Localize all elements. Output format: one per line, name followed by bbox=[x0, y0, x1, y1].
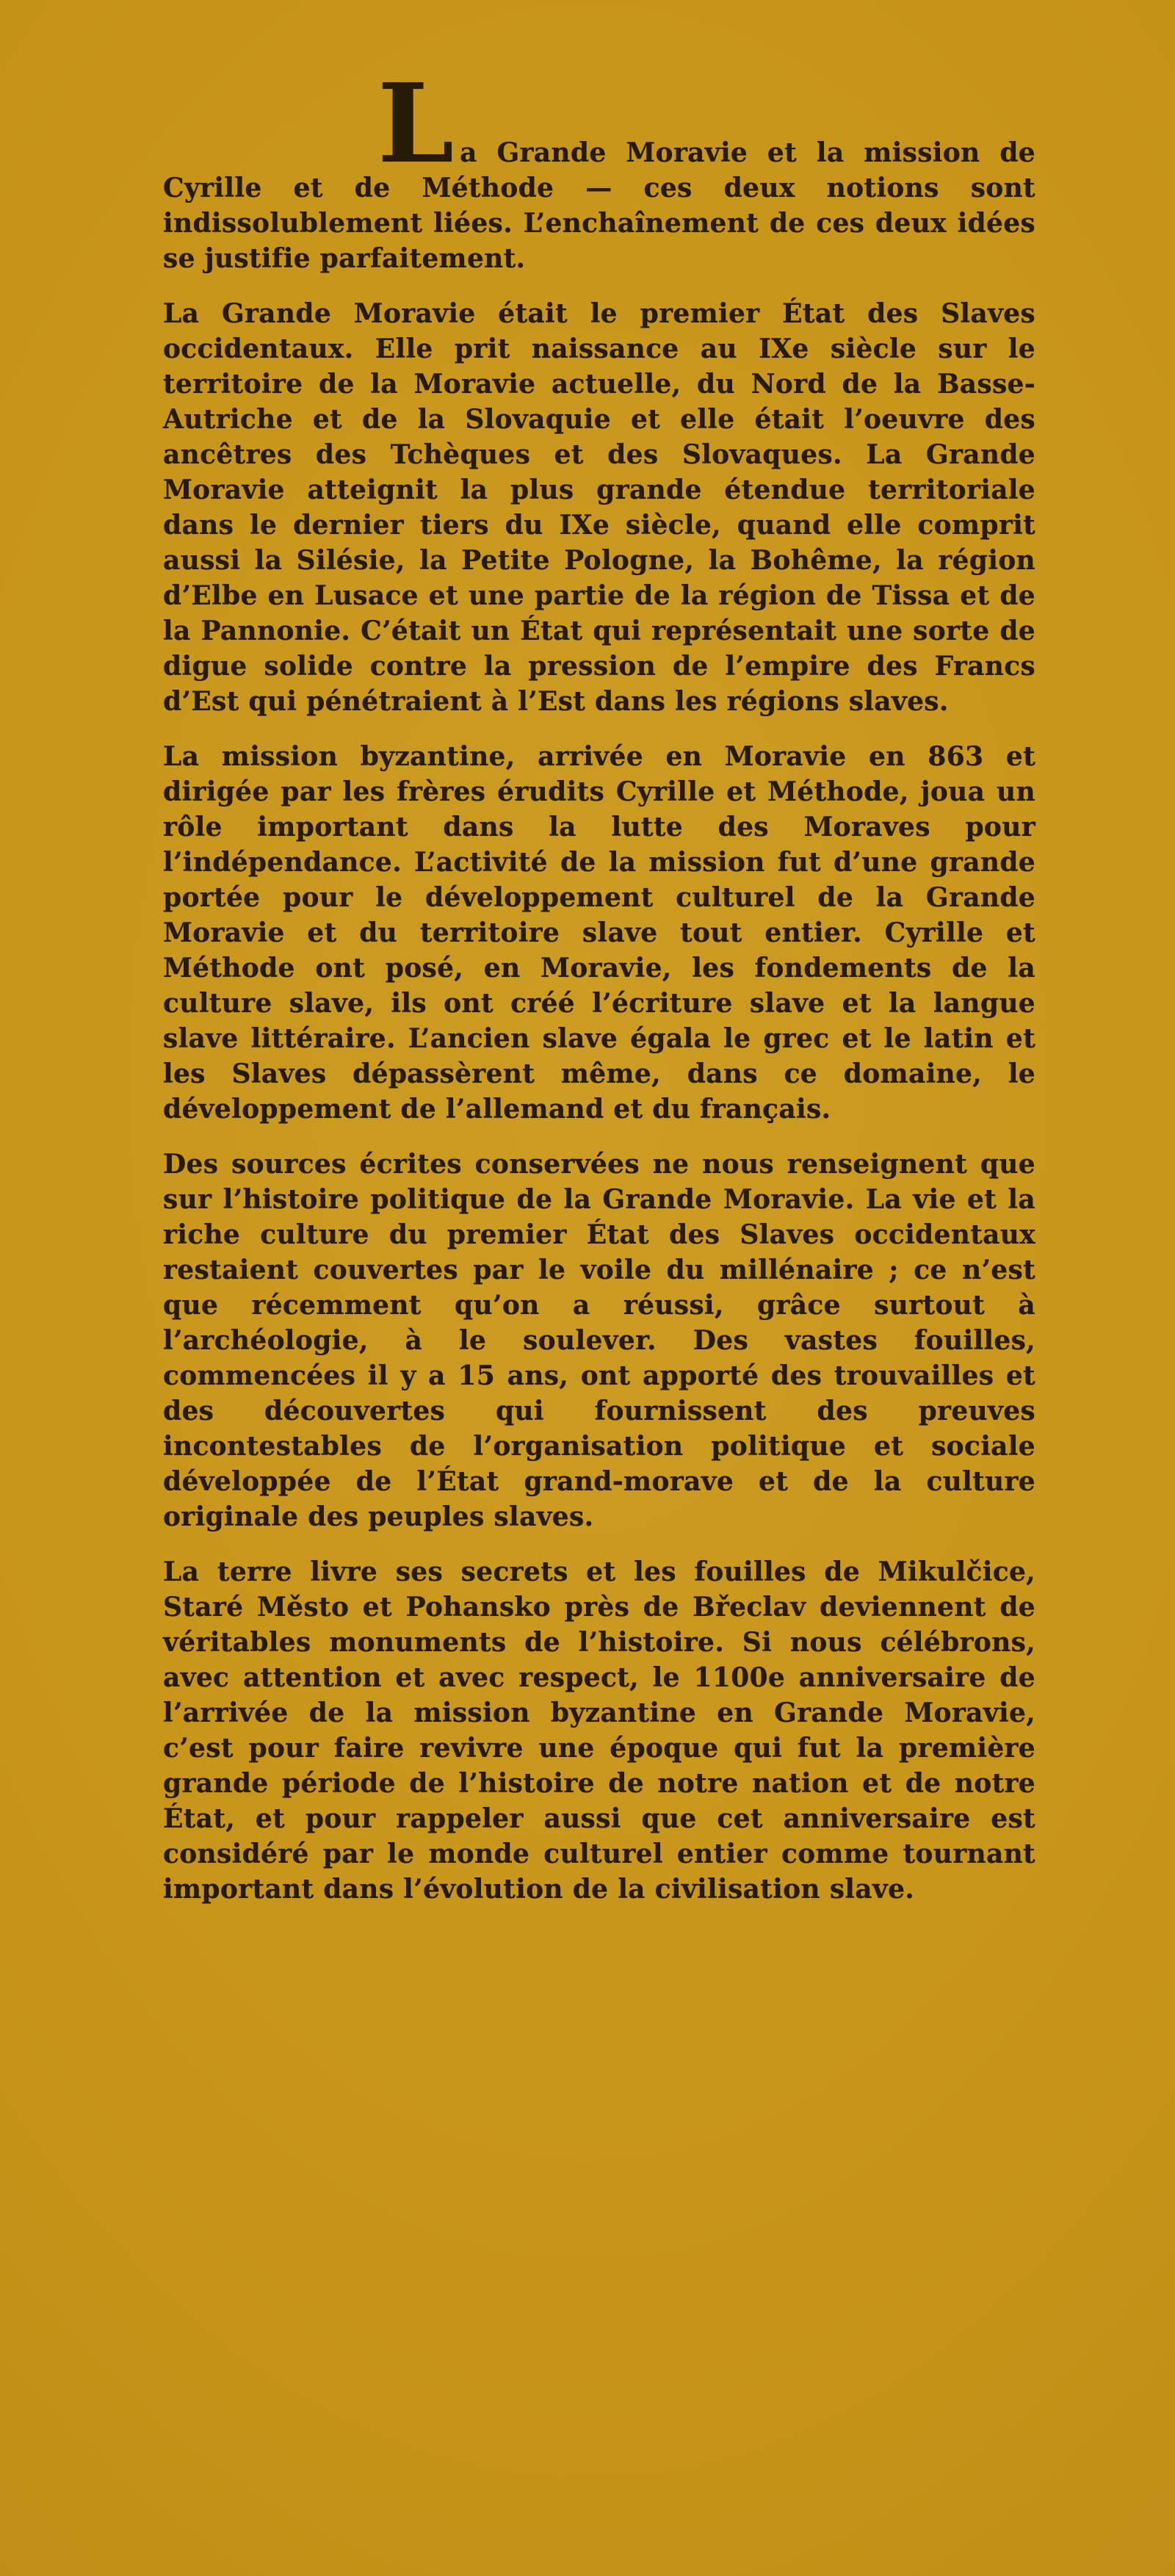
dropcap-letter: L bbox=[377, 59, 455, 187]
paragraph: La Grande Moravie était le premier État des Slaves occidentaux. Elle prit naissance au IXe siècle sur le territoire de la Moravie actuelle, du Nord de la Basse-Autriche et de la Slovaquie et elle était l’oeuvre des ancêtres des Tchèques et des Slovaques. La Grande Moravie atteignit la plus grande étendue territoriale dans le dernier tiers du IXe siècle, quand elle comprit aussi la Silésie, la Petite Pologne, la Bohême, la région d’Elbe en Lusace et une partie de la région de Tissa et de la Pannonie. C’était un État qui représentait une sorte de digue solide contre la pression de l’empire des Francs d’Est qui pénétraient à l’Est dans les régions slaves. bbox=[163, 298, 1035, 717]
paragraph-text: a Grande Moravie et la mission de Cyrille et de Méthode — ces deux notions sont indissolublement liées. L’enchaînement de ces deux idées se justifie parfaitement. bbox=[163, 137, 1035, 274]
paragraph: La terre livre ses secrets et les fouilles de Mikulčice, Staré Město et Pohansko près de Břeclav deviennent de véritables monuments de l’histoire. Si nous célébrons, avec attention et avec respect, le 1100e anniversaire de l’arrivée de la mission byzantine en Grande Moravie, c’est pour faire revivre une époque qui fut la première grande période de l’histoire de notre nation et de notre État, et pour rappeler aussi que cet anniversaire est considéré par le monde culturel entier comme tournant important dans l’évolution de la civilisation slave. bbox=[163, 1556, 1035, 1905]
paragraph: La mission byzantine, arrivée en Moravie en 863 et dirigée par les frères érudits Cyrille et Méthode, joua un rôle important dans la lutte des Moraves pour l’indépendance. L’activité de la mission fut d’une grande portée pour le développement culturel de la Grande Moravie et du territoire slave tout entier. Cyrille et Méthode ont posé, en Moravie, les fondements de la culture slave, ils ont créé l’écriture slave et la langue slave littéraire. L’ancien slave égala le grec et le latin et les Slaves dépassèrent même, dans ce domaine, le développement de l’allemand et du français. bbox=[163, 741, 1035, 1125]
paragraph: Des sources écrites conservées ne nous renseignent que sur l’histoire politique de la Grande Moravie. La vie et la riche culture du premier État des Slaves occidentaux restaient couvertes par le voile du millénaire ; ce n’est que récemment qu’on a réussi, grâce surtout à l’archéologie, à le soulever. Des vastes fouilles, commencées il y a 15 ans, ont apporté des trouvailles et des découvertes qui fournissent des preuves incontestables de l’organisation politique et sociale développée de l’État grand-morave et de la culture originale des peuples slaves. bbox=[163, 1149, 1035, 1532]
paragraph bbox=[163, 59, 1035, 276]
article-text bbox=[163, 59, 1035, 1927]
